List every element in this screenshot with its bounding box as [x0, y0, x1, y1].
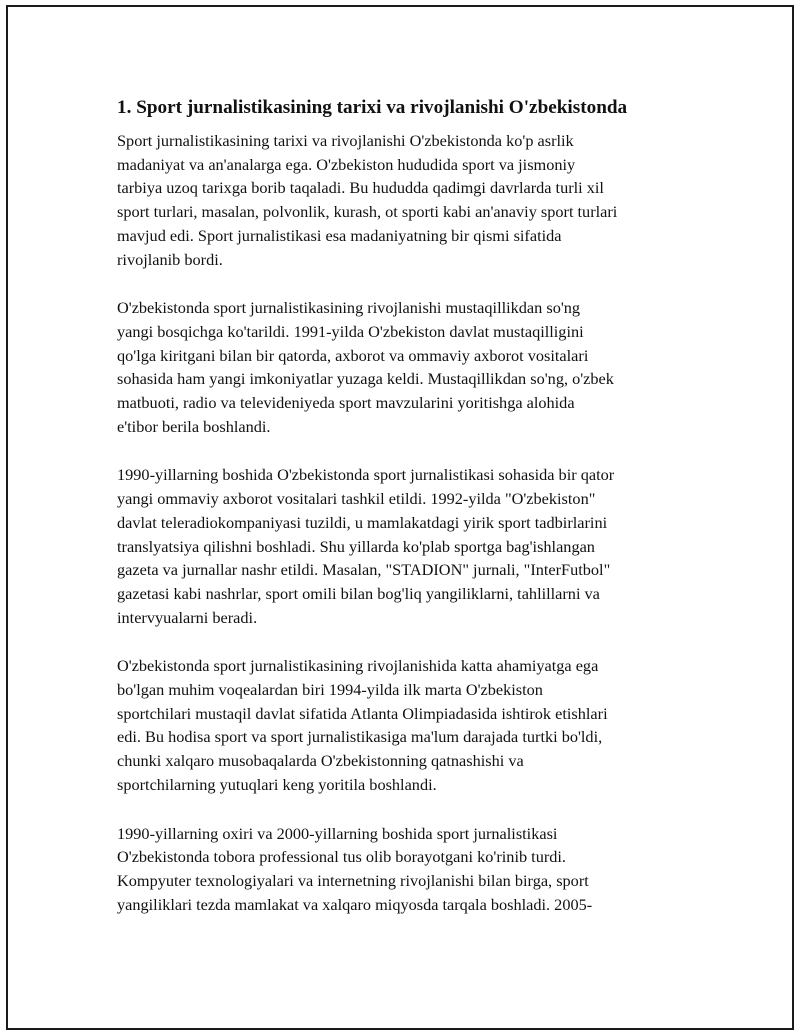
- paragraph-5: [117, 822, 702, 917]
- text-line: O'zbekistonda tobora professional tus olib borayotgani ko'rinib turdi.: [117, 847, 566, 867]
- text-line: chunki xalqaro musobaqalarda O'zbekistonning qatnashishi va: [117, 751, 524, 771]
- document-body: [117, 96, 702, 941]
- text-line: rivojlanib bordi.: [117, 249, 223, 269]
- text-line: gazetasi kabi nashrlar, sport omili bilan bog'liq yangiliklarni, tahlillarni va: [117, 583, 600, 603]
- text-line: 1990-yillarning boshida O'zbekistonda sport jurnalistikasi sohasida bir qator: [117, 465, 615, 485]
- text-line: mavjud edi. Sport jurnalistikasi esa madaniyatning bir qismi sifatida: [117, 225, 562, 245]
- text-line: e'tibor berila boshlandi.: [117, 416, 271, 436]
- paragraph-2: [117, 296, 702, 438]
- text-line: 1990-yillarning oxiri va 2000-yillarning boshida sport jurnalistikasi: [117, 823, 558, 843]
- paragraph-3: [117, 463, 702, 629]
- text-line: O'zbekistonda sport jurnalistikasining rivojlanishida katta ahamiyatga ega: [117, 656, 599, 676]
- text-line: gazeta va jurnallar nashr etildi. Masalan, "STADION" jurnali, "InterFutbol": [117, 560, 611, 580]
- text-line: yangiliklari tezda mamlakat va xalqaro miqyosda tarqala boshladi. 2005-: [117, 894, 593, 914]
- text-line: intervyualarni beradi.: [117, 607, 258, 627]
- text-line: bo'lgan muhim voqealardan biri 1994-yilda ilk marta O'zbekiston: [117, 680, 543, 700]
- paragraph-1: [117, 129, 702, 271]
- text-line: yangi ommaviy axborot vositalari tashkil etildi. 1992-yilda "O'zbekiston": [117, 489, 596, 509]
- text-line: translyatsiya qilishni boshladi. Shu yillarda ko'plab sportga bag'ishlangan: [117, 536, 595, 556]
- text-line: edi. Bu hodisa sport va sport jurnalistikasiga ma'lum darajada turtki bo'ldi,: [117, 727, 603, 747]
- text-line: matbuoti, radio va televideniyeda sport mavzularini yoritishga alohida: [117, 393, 575, 413]
- section-heading: 1. Sport jurnalistikasining tarixi va rivojlanishi O'zbekistonda: [117, 97, 628, 118]
- text-line: Kompyuter texnologiyalari va internetning rivojlanishi bilan birga, sport: [117, 870, 589, 890]
- paragraph-4: [117, 654, 702, 796]
- text-line: yangi bosqichga ko'tarildi. 1991-yilda O'zbekiston davlat mustaqilligini: [117, 321, 584, 341]
- text-line: O'zbekistonda sport jurnalistikasining rivojlanishi mustaqillikdan so'ng: [117, 298, 581, 318]
- text-line: tarbiya uzoq tarixga borib taqaladi. Bu hududda qadimgi davrlarda turli xil: [117, 178, 604, 198]
- text-line: Sport jurnalistikasining tarixi va rivojlanishi O'zbekistonda ko'p asrlik: [117, 131, 574, 150]
- text-line: qo'lga kiritgani bilan bir qatorda, axborot va ommaviy axborot vositalari: [117, 345, 589, 365]
- text-line: sport turlari, masalan, polvonlik, kurash, ot sporti kabi an'anaviy sport turlari: [117, 202, 618, 222]
- text-line: sohasida ham yangi imkoniyatlar yuzaga keldi. Mustaqillikdan so'ng, o'zbek: [117, 369, 614, 389]
- text-line: sportchilarning yutuqlari keng yoritila boshlandi.: [117, 774, 437, 794]
- text-line: madaniyat va an'analarga ega. O'zbekiston hududida sport va jismoniy: [117, 154, 576, 174]
- text-line: sportchilari mustaqil davlat sifatida Atlanta Olimpiadasida ishtirok etishlari: [117, 703, 608, 723]
- text-line: davlat teleradiokompaniyasi tuzildi, u mamlakatdagi yirik sport tadbirlarini: [117, 512, 608, 532]
